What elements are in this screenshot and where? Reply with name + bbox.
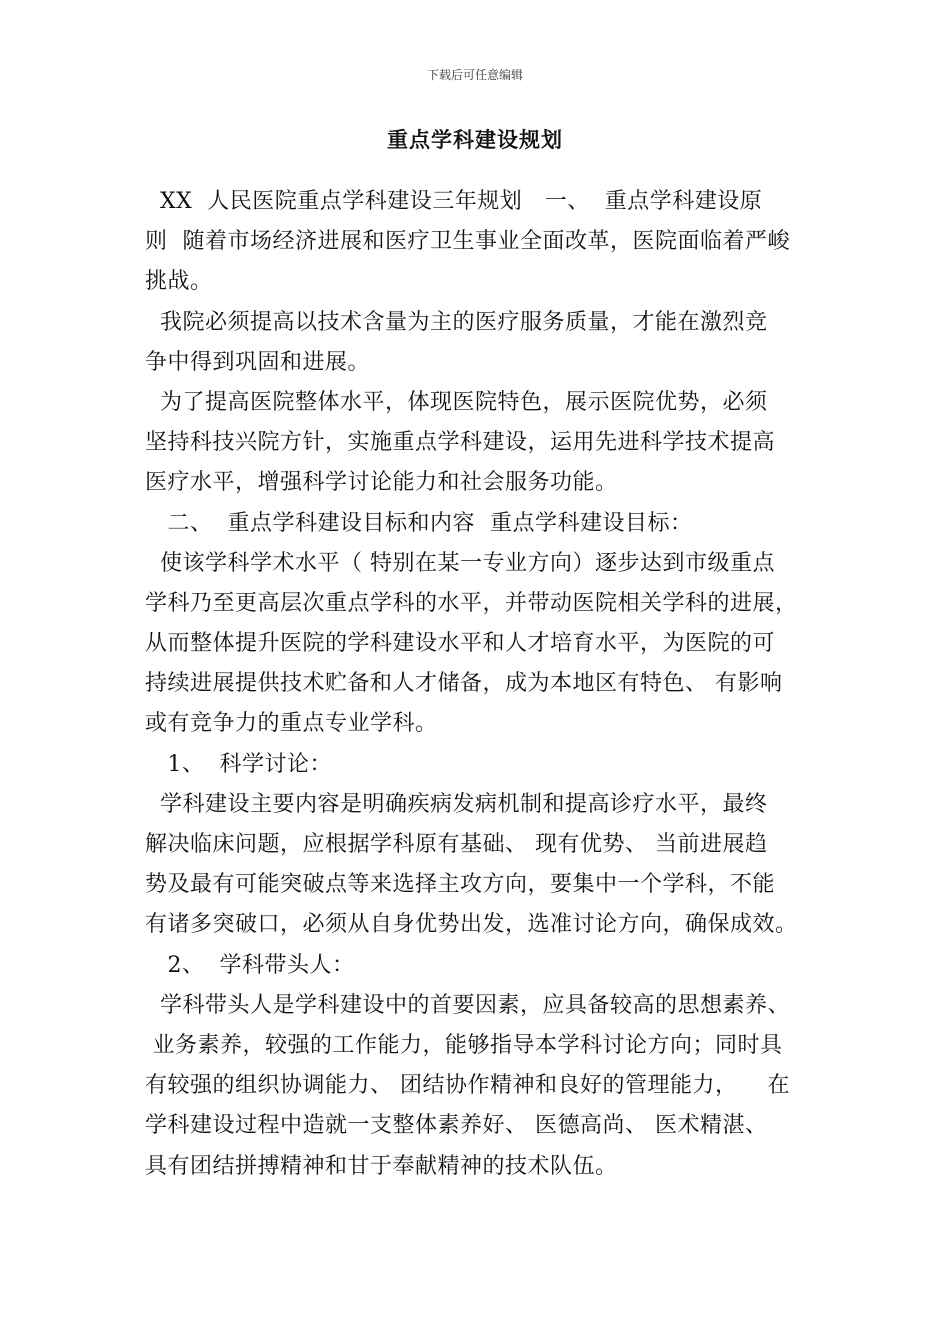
body-line: 医疗水平，增强科学讨论能力和社会服务功能。 xyxy=(145,470,618,496)
body-line: 学科乃至更高层次重点学科的水平，并带动医院相关学科的进展， xyxy=(145,590,798,616)
body-line: 则 随着市场经济进展和医疗卫生事业全面改革，医院面临着严峻 xyxy=(145,229,790,255)
body-line: 或有竞争力的重点专业学科。 xyxy=(145,711,438,737)
body-line: 2、 学科带头人： xyxy=(145,952,355,978)
body-line: 有较强的组织协调能力、 团结协作精神和良好的管理能力， 在 xyxy=(145,1073,790,1099)
body-line: 持续进展提供技术贮备和人才储备，成为本地区有特色、 有影响 xyxy=(145,671,783,697)
body-line: 解决临床问题，应根据学科原有基础、 现有优势、 当前进展趋 xyxy=(145,832,768,857)
body-line: 争中得到巩固和进展。 xyxy=(145,349,371,375)
body-line: 学科建设过程中造就一支整体素养好、 医德高尚、 医术精湛、 xyxy=(145,1113,768,1139)
body-line: 使该学科学术水平（ 特别在某一专业方向）逐步达到市级重点 xyxy=(145,550,775,576)
body-line: XX 人民医院重点学科建设三年规划 一、 重点学科建设原 xyxy=(145,189,763,214)
body-line: 从而整体提升医院的学科建设水平和人才培育水平，为医院的可 xyxy=(145,631,776,657)
body-line: 有诸多突破口，必须从自身优势出发，选准讨论方向，确保成效。 xyxy=(145,912,798,938)
body-line: 1、 科学讨论： xyxy=(145,751,332,777)
body-line: 为了提高医院整体水平，体现医院特色，展示医院优势，必须 xyxy=(145,389,768,415)
body-line: 具有团结拼搏精神和甘于奉献精神的技术队伍。 xyxy=(145,1153,618,1179)
body-line: 挑战。 xyxy=(145,269,213,295)
page-header-note: 下载后可任意编辑 xyxy=(426,68,523,82)
body-line: 学科带头人是学科建设中的首要因素，应具备较高的思想素养、 xyxy=(145,992,790,1018)
body-line: 业务素养，较强的工作能力，能够指导本学科讨论方向；同时具 xyxy=(145,1032,783,1058)
body-line: 势及最有可能突破点等来选择主攻方向，要集中一个学科，不能 xyxy=(145,872,776,898)
body-line: 坚持科技兴院方针，实施重点学科建设，运用先进科学技术提高 xyxy=(145,430,776,456)
body-line: 我院必须提高以技术含量为主的医疗服务质量，才能在激烈竞 xyxy=(145,309,768,335)
body-line: 二、 重点学科建设目标和内容 重点学科建设目标： xyxy=(145,510,693,536)
document-body xyxy=(145,182,835,1187)
document-title: 重点学科建设规划 xyxy=(387,128,563,152)
body-line: 学科建设主要内容是明确疾病发病机制和提高诊疗水平，最终 xyxy=(145,791,768,817)
